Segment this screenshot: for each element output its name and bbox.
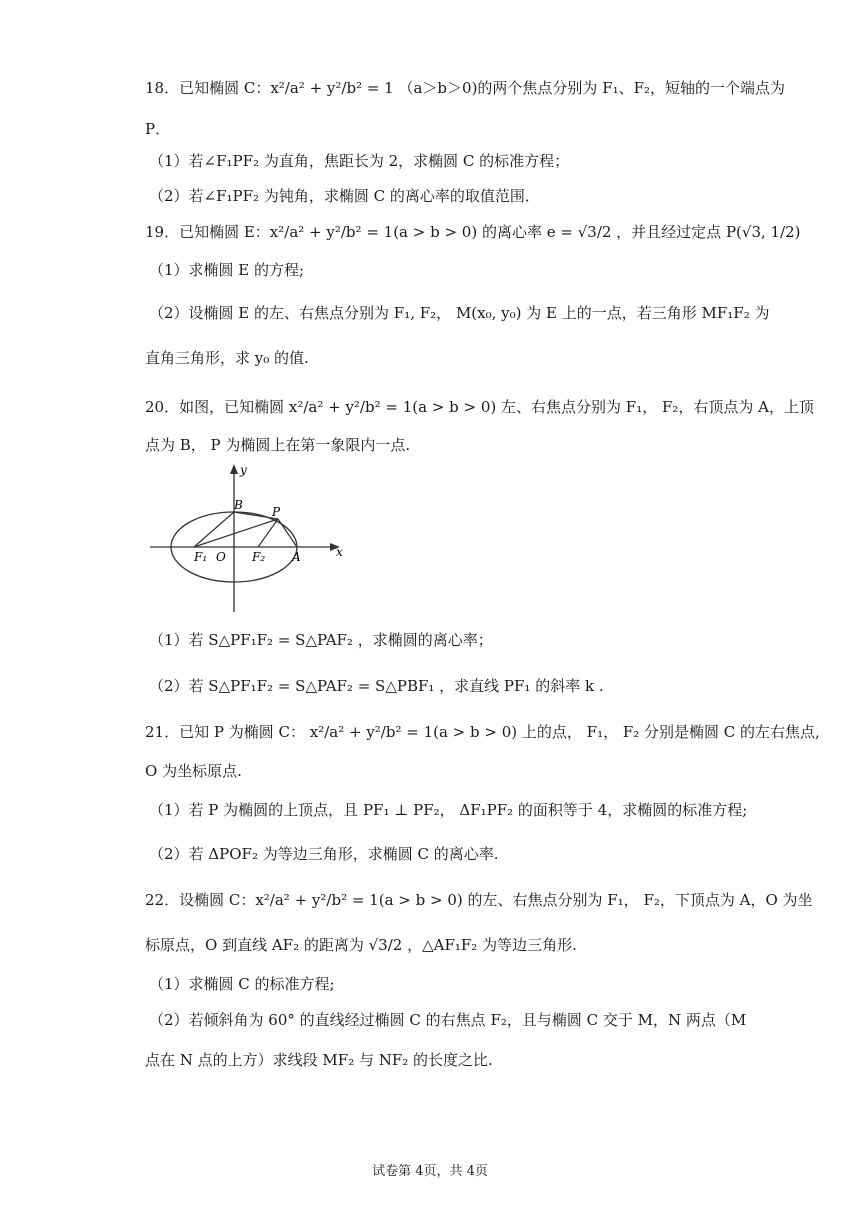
q18-part1: （1）若∠F₁PF₂ 为直角，焦距长为 2，求椭圆 C 的标准方程； — [149, 152, 570, 170]
point-A-label: A — [292, 550, 301, 564]
q20-stem-line1: 20．如图，已知椭圆 x²/a² + y²/b² = 1(a > b > 0) 左、右焦点分别为 F₁， F₂，右顶点为 A，上顶 — [145, 398, 814, 416]
q19-part2-line2: 直角三角形，求 y₀ 的值. — [145, 349, 309, 367]
q19-part1: （1）求椭圆 E 的方程; — [149, 261, 305, 279]
segment-F2P — [258, 519, 278, 547]
segment-PA — [278, 519, 297, 547]
q22-part2-line2: 点在 N 点的上方）求线段 MF₂ 与 NF₂ 的长度之比. — [145, 1051, 493, 1069]
point-P-label: P — [272, 505, 281, 519]
q22-stem-line2: 标原点，O 到直线 AF₂ 的距离为 √3/2 ，△AF₁F₂ 为等边三角形. — [145, 936, 577, 954]
q20-part1: （1）若 S△PF₁F₂ = S△PAF₂ ，求椭圆的离心率； — [149, 631, 493, 649]
q21-stem-line1: 21．已知 P 为椭圆 C： x²/a² + y²/b² = 1(a > b > 0) 上的点， F₁， F₂ 分别是椭圆 C 的左右焦点, — [145, 723, 820, 741]
q18-part2: （2）若∠F₁PF₂ 为钝角，求椭圆 C 的离心率的取值范围． — [149, 187, 540, 205]
segment-F1P — [194, 519, 278, 547]
q18-stem-line1: 18．已知椭圆 C：x²/a² + y²/b² = 1 （a＞b＞0)的两个焦点分别为 F₁、F₂，短轴的一个端点为 — [145, 79, 786, 97]
point-O-label: O — [216, 550, 226, 564]
point-B-label: B — [234, 498, 243, 512]
q21-stem-line2: O 为坐标原点. — [145, 762, 242, 780]
page-footer: 试卷第 4页，共 4页 — [372, 1164, 488, 1179]
q21-part1: （1）若 P 为椭圆的上顶点，且 PF₁ ⊥ PF₂， ΔF₁PF₂ 的面积等于 4，求椭圆的标准方程; — [149, 801, 748, 819]
point-F1-label: F₁ — [194, 550, 208, 564]
q19-part2-line1: （2）设椭圆 E 的左、右焦点分别为 F₁, F₂， M(x₀, y₀) 为 E 上的一点，若三角形 MF₁F₂ 为 — [149, 304, 770, 322]
q20-part2: （2）若 S△PF₁F₂ = S△PAF₂ = S△PBF₁ ，求直线 PF₁ 的斜率 k . — [149, 677, 604, 695]
q18-stem-line2: P． — [145, 120, 171, 138]
q20-stem-line2: 点为 B， P 为椭圆上在第一象限内一点. — [145, 436, 411, 454]
point-F2-label: F₂ — [252, 550, 266, 564]
q21-part2: （2）若 ΔPOF₂ 为等边三角形，求椭圆 C 的离心率. — [149, 845, 499, 863]
q19-stem: 19．已知椭圆 E：x²/a² + y²/b² = 1(a > b > 0) 的离心率 e = √3/2 ，并且经过定点 P(√3, 1/2) — [145, 223, 801, 241]
q22-stem-line1: 22．设椭圆 C：x²/a² + y²/b² = 1(a > b > 0) 的左、右焦点分别为 F₁， F₂，下顶点为 A，O 为坐 — [145, 891, 813, 909]
q22-part2-line1: （2）若倾斜角为 60° 的直线经过椭圆 C 的右焦点 F₂，且与椭圆 C 交于 M，N 两点（M — [149, 1011, 747, 1029]
q22-part1: （1）求椭圆 C 的标准方程; — [149, 975, 335, 993]
x-axis-label: x — [336, 545, 343, 559]
ellipse-figure — [148, 462, 348, 617]
y-axis-label: y — [240, 463, 247, 477]
y-axis-arrow — [230, 464, 238, 474]
